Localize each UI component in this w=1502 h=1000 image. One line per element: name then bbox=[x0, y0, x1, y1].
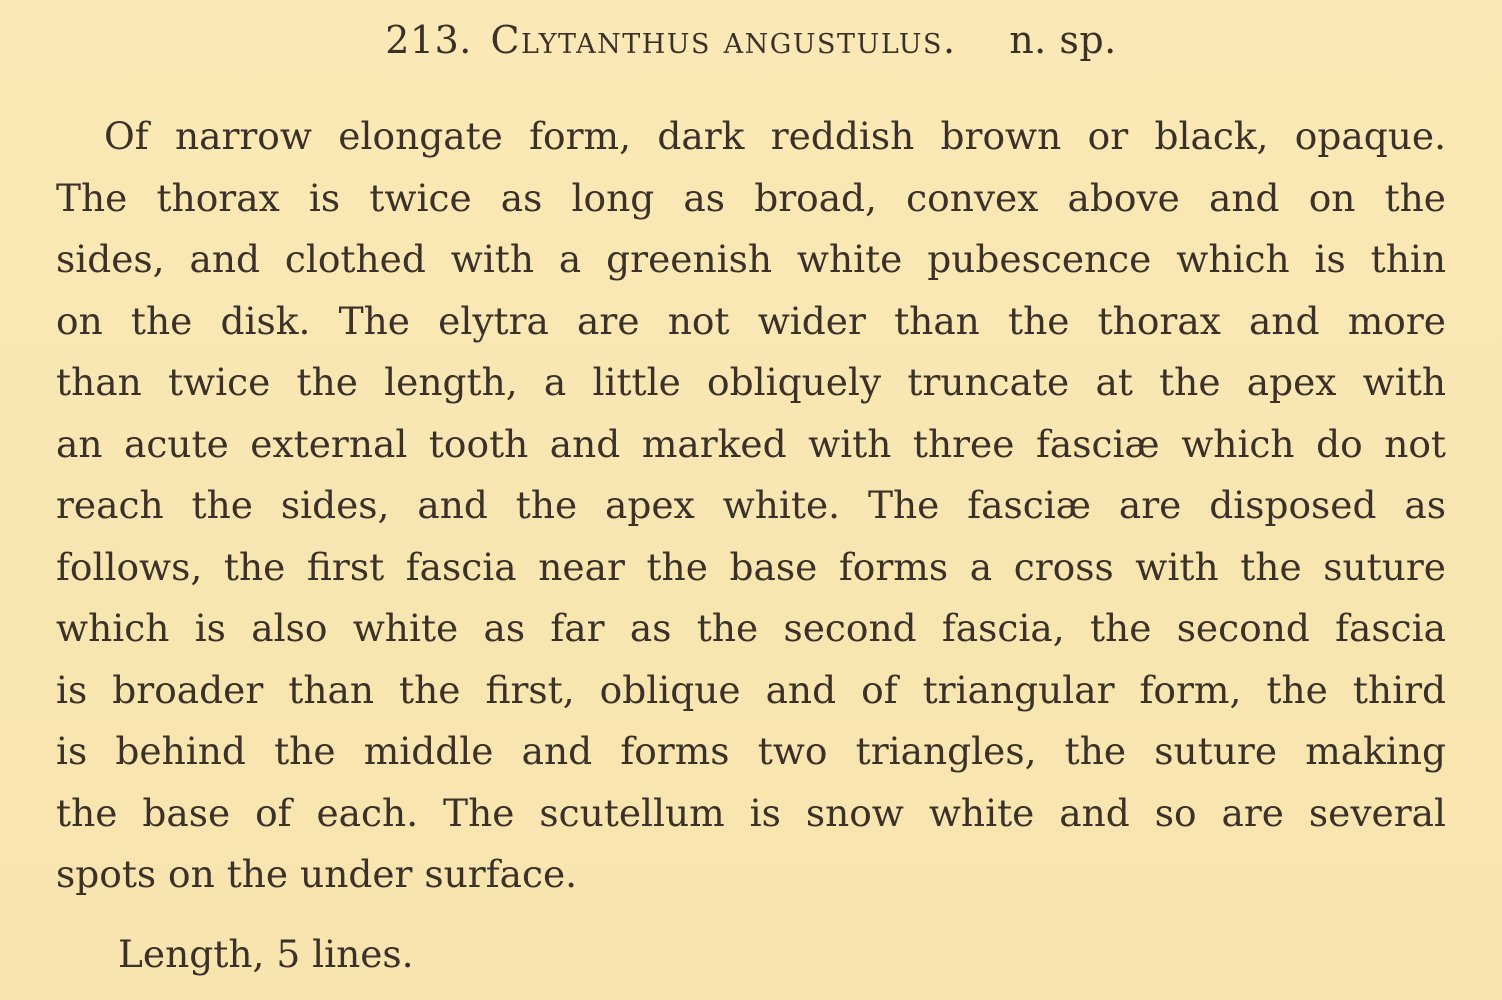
description-line: is broader than the first, oblique and of triangular form, the third bbox=[56, 667, 1446, 712]
length-measurement: Length, 5 lines. bbox=[118, 932, 414, 976]
description-line: The thorax is twice as long as broad, convex above and on the bbox=[56, 175, 1446, 220]
description-line: is behind the middle and forms two triangles, the suture making bbox=[56, 729, 1446, 773]
description-line: than twice the length, a little obliquely truncate at the apex with bbox=[56, 360, 1446, 404]
description-line: an acute external tooth and marked with three fasciæ which do not bbox=[56, 421, 1446, 466]
description-line: on the disk. The elytra are not wider than the thorax and more bbox=[56, 298, 1446, 343]
description-line: Of narrow elongate form, dark reddish brown or black, opaque. bbox=[104, 114, 1446, 158]
description-line: sides, and clothed with a greenish white pubescence which is thin bbox=[56, 237, 1446, 281]
new-species-tag: n. sp. bbox=[1009, 18, 1117, 62]
description-line: the base of each. The scutellum is snow white and so are several bbox=[56, 790, 1446, 835]
species-number: 213. bbox=[385, 18, 472, 62]
description-line: which is also white as far as the second fascia, the second fascia bbox=[56, 606, 1446, 650]
description-line: reach the sides, and the apex white. The fasciæ are disposed as bbox=[56, 483, 1446, 527]
description-line: follows, the first fascia near the base forms a cross with the suture bbox=[56, 544, 1446, 589]
species-name: angustulus. bbox=[723, 18, 957, 62]
species-heading bbox=[0, 14, 1502, 66]
genus-name: Clytanthus bbox=[490, 18, 712, 62]
species-description bbox=[56, 106, 1446, 906]
description-line: spots on the under surface. bbox=[56, 852, 578, 896]
